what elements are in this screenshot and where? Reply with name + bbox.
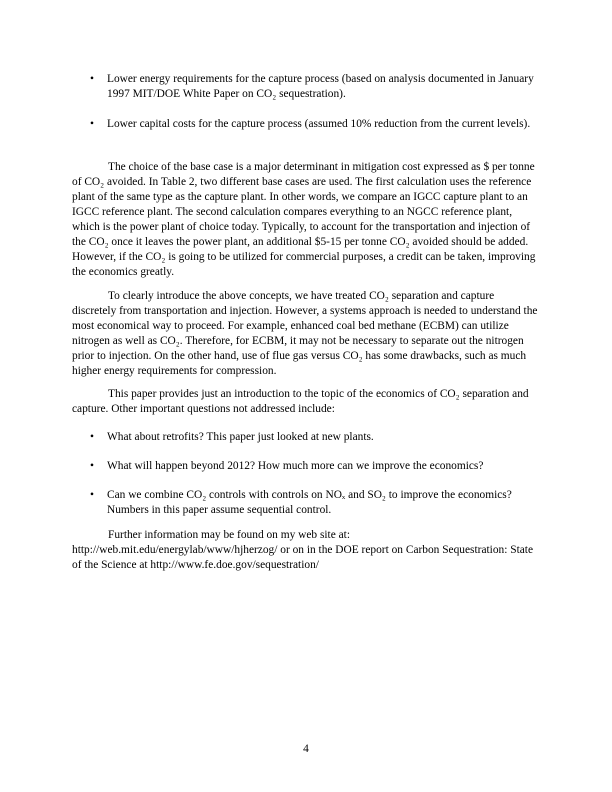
bullet-marker: • xyxy=(90,489,94,501)
bullet-beyond-2012: What will happen beyond 2012? How much more can we improve the economics? xyxy=(107,460,484,472)
paragraph-systems-approach: To clearly introduce the above concepts, we have treated CO₂ separation and capture discretely from transportation and injection. However, a systems approach is needed to understand the most economical way to proceed. For example, enhanced coal bed methane (ECBM) can utilize nitrogen as well as CO₂. Therefore, for ECBM, it may not be necessary to separate out the nitrogen prior to injection. On the other hand, use of flue gas versus CO₂ has some drawbacks, such as much higher energy requirements for compression. xyxy=(72,290,538,377)
page-number: 4 xyxy=(303,743,309,755)
paragraph-base-case: The choice of the base case is a major determinant in mitigation cost expressed as $ per tonne of CO₂ avoided. In Table 2, two different base cases are used. The first calculation uses the reference plant of the same type as the capture plant. In other words, we compare an IGCC capture plant to an IGCC reference plant. The second calculation compares everything to an NGCC reference plant, which is the power plant of choice today. Typically, to account for the transportation and injection of the CO₂ once it leaves the power plant, an additional $5-15 per tonne CO₂ avoided should be added. However, if the CO₂ is going to be utilized for commercial purposes, a credit can be taken, improving the economics greatly. xyxy=(72,161,536,278)
paragraph-further-information: Further information may be found on my web site at: http://web.mit.edu/energylab/www/hjherzog/ or on in the DOE report on Carbon Sequestration: State of the Science at http://www.fe.doe.gov/sequestration/ xyxy=(72,529,534,571)
bullet-energy-requirements: Lower energy requirements for the capture process (based on analysis documented in January 1997 MIT/DOE White Paper on CO₂ sequestration). xyxy=(107,73,534,100)
bullet-capital-costs: Lower capital costs for the capture process (assumed 10% reduction from the current levels). xyxy=(107,118,531,130)
bullet-marker: • xyxy=(90,431,94,443)
bullet-marker: • xyxy=(90,73,94,85)
bullet-marker: • xyxy=(90,118,94,130)
bullet-retrofits: What about retrofits? This paper just looked at new plants. xyxy=(107,431,374,443)
paragraph-introduction: This paper provides just an introduction to the topic of the economics of CO₂ separation and capture. Other important questions not addressed include: xyxy=(72,388,529,415)
bullet-marker: • xyxy=(90,460,94,472)
bullet-combined-controls: Can we combine CO₂ controls with controls on NOₓ and SO₂ to improve the economics? Numbers in this paper assume sequential control. xyxy=(107,489,512,516)
